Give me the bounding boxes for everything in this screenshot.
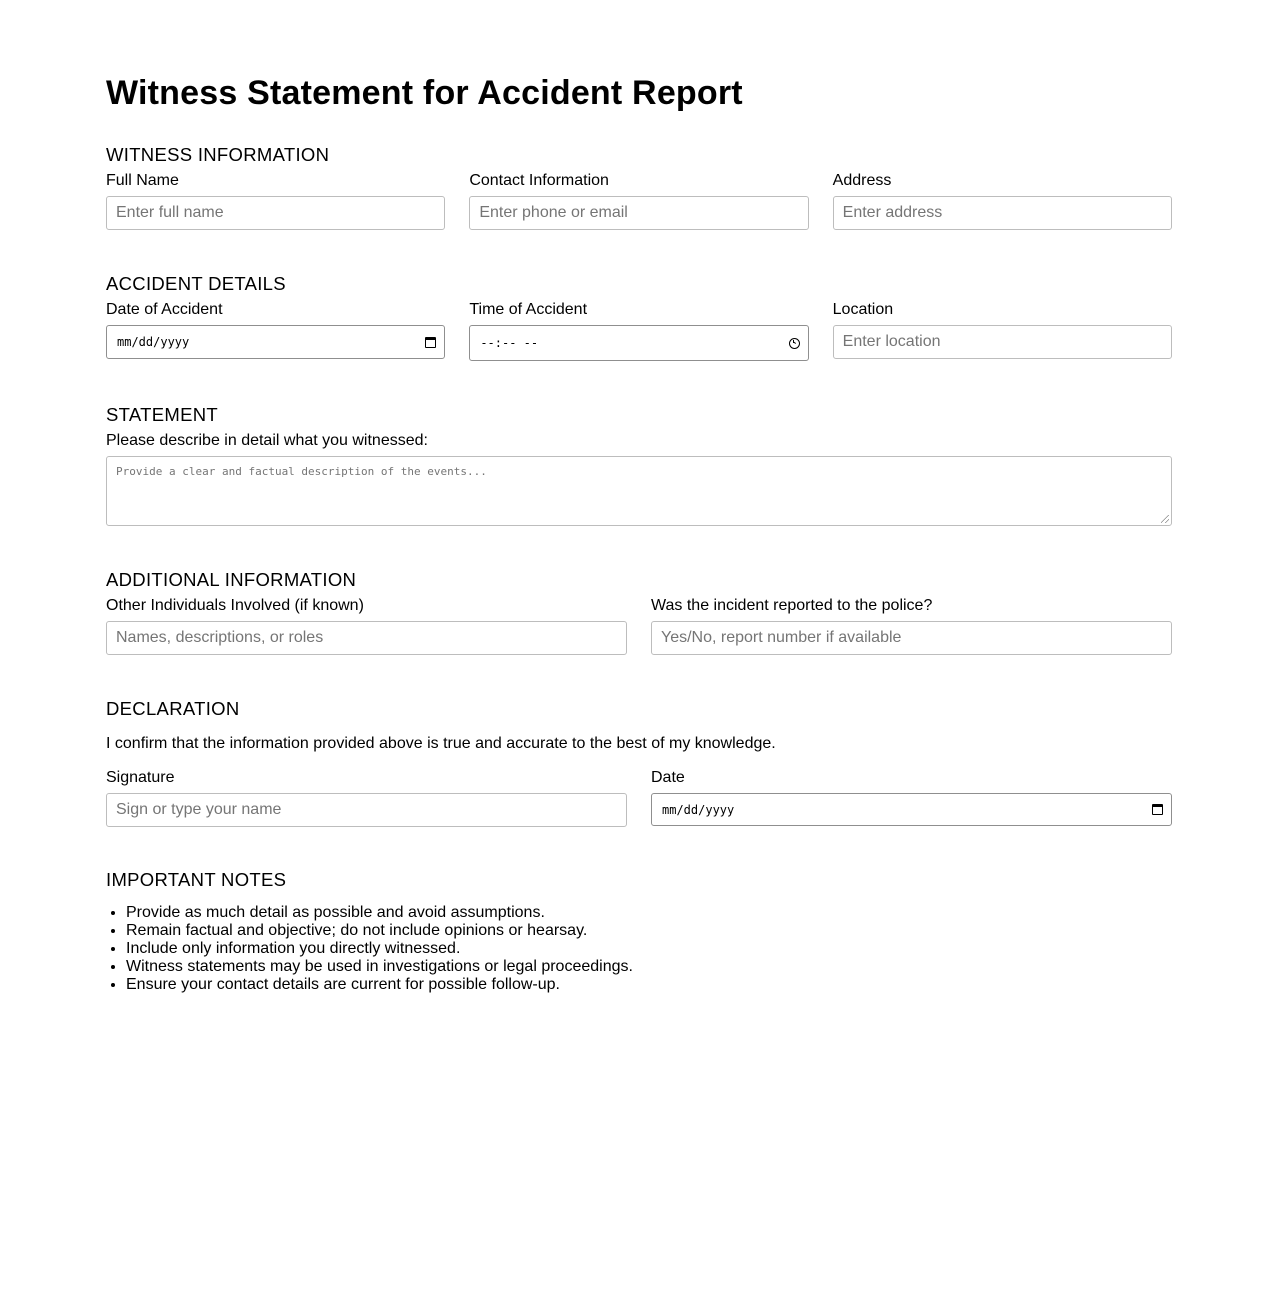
- accident-date-field-group: [106, 301, 445, 361]
- full-name-field-group: [106, 172, 445, 230]
- contact-field-group: [469, 172, 808, 230]
- clock-icon[interactable]: [789, 338, 800, 349]
- witness-fields-row: [106, 172, 1172, 230]
- others-involved-placeholder: Names, descriptions, or roles: [116, 629, 324, 646]
- address-input[interactable]: [833, 196, 1172, 230]
- section-heading-accident: ACCIDENT DETAILS: [106, 273, 286, 294]
- declaration-section: [106, 698, 1172, 827]
- page-title: Witness Statement for Accident Report: [106, 74, 743, 112]
- additional-fields-row: [106, 597, 1172, 655]
- declaration-fields-row: [106, 769, 1172, 827]
- location-placeholder: Enter location: [842, 333, 941, 350]
- police-report-field-group: [651, 597, 1172, 655]
- declaration-date-placeholder: mm/dd/yyyy: [662, 802, 735, 817]
- police-report-placeholder: Yes/No, report number if available: [661, 629, 902, 646]
- section-heading-notes: IMPORTANT NOTES: [106, 869, 287, 890]
- location-field-group: [833, 301, 1172, 361]
- section-heading-witness: WITNESS INFORMATION: [106, 144, 330, 165]
- address-label: Address: [832, 172, 892, 189]
- others-involved-label: Other Individuals Involved (if known): [106, 597, 364, 614]
- statement-label: Please describe in detail what you witnessed:: [106, 432, 428, 449]
- list-item: • Ensure your contact details are current for possible follow-up.: [126, 976, 1172, 994]
- location-input[interactable]: [833, 325, 1172, 359]
- statement-textarea[interactable]: [106, 456, 1172, 526]
- statement-section: [106, 404, 1172, 526]
- full-name-placeholder: Enter full name: [116, 204, 224, 221]
- signature-placeholder: Sign or type your name: [116, 801, 282, 818]
- calendar-icon[interactable]: [1152, 804, 1163, 815]
- section-heading-statement: STATEMENT: [106, 404, 218, 425]
- declaration-text: I confirm that the information provided above is true and accurate to the best of my knowledge.: [106, 735, 776, 752]
- accident-fields-row: [106, 301, 1172, 361]
- list-item: • Provide as much detail as possible and avoid assumptions.: [126, 904, 1172, 922]
- address-field-group: [833, 172, 1172, 230]
- contact-label: Contact Information: [469, 172, 609, 189]
- police-report-input[interactable]: [651, 621, 1172, 655]
- full-name-input[interactable]: [106, 196, 445, 230]
- accident-time-input[interactable]: [469, 325, 808, 361]
- accident-time-placeholder: --:-- --: [480, 336, 539, 350]
- notes-list: [106, 904, 1172, 994]
- full-name-label: Full Name: [106, 172, 179, 189]
- others-involved-input[interactable]: [106, 621, 627, 655]
- signature-field-group: [106, 769, 627, 827]
- resize-handle-icon[interactable]: [1161, 515, 1169, 523]
- contact-input[interactable]: [469, 196, 808, 230]
- witness-information-section: [106, 144, 1172, 230]
- accident-details-section: [106, 273, 1172, 361]
- signature-label: Signature: [106, 769, 175, 786]
- others-involved-field-group: [106, 597, 627, 655]
- declaration-date-input[interactable]: [651, 793, 1172, 826]
- signature-input[interactable]: [106, 793, 627, 827]
- accident-date-label: Date of Accident: [106, 301, 223, 318]
- list-item: • Include only information you directly witnessed.: [126, 940, 1172, 958]
- important-notes-section: [106, 869, 1172, 994]
- declaration-date-label: Date: [651, 769, 685, 786]
- declaration-date-field-group: [651, 769, 1172, 827]
- statement-placeholder: Provide a clear and factual description of the events...: [116, 465, 487, 478]
- list-item: • Remain factual and objective; do not include opinions or hearsay.: [126, 922, 1172, 940]
- statement-field-group: [106, 432, 1172, 526]
- address-placeholder: Enter address: [842, 204, 943, 221]
- police-report-label: Was the incident reported to the police?: [651, 597, 933, 614]
- accident-date-input[interactable]: [106, 325, 445, 359]
- accident-date-placeholder: mm/dd/yyyy: [117, 335, 190, 349]
- list-item: • Witness statements may be used in investigations or legal proceedings.: [126, 958, 1172, 976]
- calendar-icon[interactable]: [425, 337, 436, 348]
- additional-information-section: [106, 569, 1172, 655]
- accident-time-field-group: [469, 301, 808, 361]
- accident-time-label: Time of Accident: [469, 301, 588, 318]
- section-heading-additional: ADDITIONAL INFORMATION: [106, 569, 357, 590]
- section-heading-declaration: DECLARATION: [106, 698, 240, 719]
- contact-placeholder: Enter phone or email: [479, 204, 628, 221]
- location-label: Location: [832, 301, 894, 318]
